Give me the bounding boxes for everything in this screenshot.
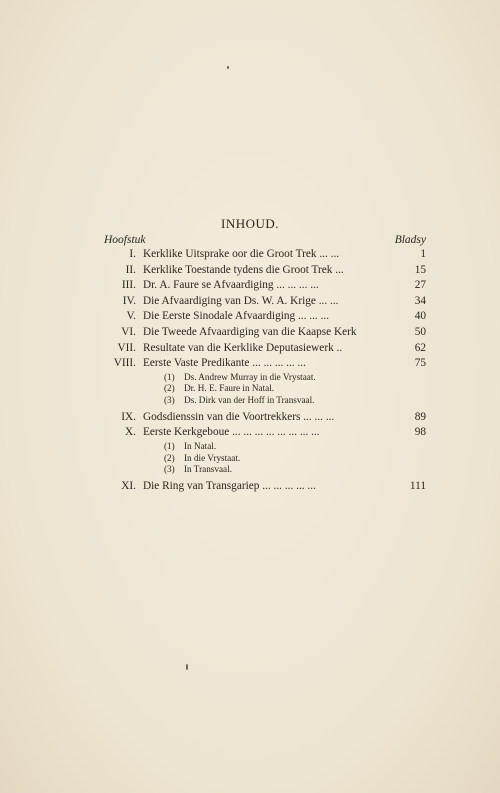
subentry-number: (1) [164, 441, 175, 451]
chapter-number: X. [125, 426, 136, 439]
chapter-number: III. [121, 279, 136, 292]
page-number: 50 [414, 325, 426, 338]
toc-subentry [100, 464, 426, 476]
chapter-title: Kerklike Toestande tydens die Groot Trek ... [143, 263, 344, 276]
chapter-number: VI. [121, 325, 136, 338]
page-number: 40 [414, 310, 426, 323]
chapter-title: Godsdienssin van die Voortrekkers ... ... ... [143, 410, 335, 423]
toc-entry [100, 294, 426, 310]
toc-subentry [100, 453, 426, 465]
chapter-number: XI. [121, 480, 136, 493]
toc-subentry [100, 441, 426, 453]
toc-entry [100, 341, 426, 357]
page-number: 34 [414, 294, 426, 307]
toc-entry [100, 263, 426, 279]
chapter-column-label: Hoofstuk [104, 234, 146, 246]
chapter-number: IX. [121, 410, 136, 423]
chapter-number: IV. [122, 294, 136, 307]
chapter-number: VII. [117, 341, 136, 354]
subentry-title: In Transvaal. [184, 464, 232, 475]
page-number: 62 [414, 341, 426, 354]
subentry-number: (3) [164, 464, 175, 475]
toc-entry [100, 410, 426, 426]
page-number: 75 [414, 357, 426, 370]
page-number: 27 [414, 279, 426, 292]
subentry-title: In Natal. [184, 441, 217, 451]
toc-subentry [100, 372, 426, 384]
chapter-title: Die Tweede Afvaardiging van die Kaapse Kerk [143, 325, 357, 338]
subentry-title: In die Vrystaat. [184, 452, 241, 463]
toc-heading: INHOUD. [220, 216, 280, 231]
subentry-title: Ds. Dirk van der Hoff in Transvaal. [184, 395, 315, 406]
table-of-contents [100, 247, 426, 495]
chapter-number: V. [126, 310, 136, 323]
toc-subentry [100, 395, 426, 407]
page-column-label: Bladsy [394, 234, 426, 246]
page-number: 89 [414, 410, 426, 423]
chapter-title: Die Eerste Sinodale Afvaardiging ... ... ... [143, 310, 330, 323]
page-number: 111 [409, 480, 426, 493]
page-number: 15 [414, 263, 426, 276]
subentry-number: (3) [164, 395, 175, 406]
toc-entry [100, 479, 426, 495]
chapter-title: Eerste Vaste Predikante ... ... ... ... ... [143, 357, 306, 370]
toc-entry [100, 247, 426, 263]
paper-speck [227, 66, 229, 69]
paper-speck [186, 664, 188, 670]
page-number: 98 [414, 426, 426, 439]
chapter-title: Die Ring van Transgariep ... ... ... ... ... [143, 480, 316, 493]
chapter-number: II. [125, 263, 136, 276]
toc-entry [100, 425, 426, 441]
subentry-title: Dr. H. E. Faure in Natal. [184, 383, 275, 394]
chapter-title: Dr. A. Faure se Afvaardiging ... ... ... ... [143, 279, 319, 292]
toc-entry [100, 309, 426, 325]
chapter-number: I. [129, 248, 136, 260]
chapter-title: Die Afvaardiging van Ds. W. A. Krige ... ... [143, 294, 339, 307]
chapter-title: Kerklike Uitsprake oor die Groot Trek ... ... [143, 248, 340, 260]
chapter-title: Eerste Kerkgeboue ... ... ... ... ... ... ... ... [143, 426, 320, 439]
page-number: 1 [420, 248, 426, 260]
toc-entry [100, 278, 426, 294]
toc-entry [100, 356, 426, 372]
chapter-number: VIII. [113, 357, 136, 370]
chapter-title: Resultate van die Kerklike Deputasiewerk .. [143, 341, 343, 354]
toc-subentry [100, 383, 426, 395]
subentry-number: (2) [164, 383, 175, 394]
toc-entry [100, 325, 426, 341]
subentry-number: (2) [164, 452, 175, 463]
subentry-number: (1) [164, 371, 175, 382]
subentry-title: Ds. Andrew Murray in die Vrystaat. [184, 371, 316, 382]
